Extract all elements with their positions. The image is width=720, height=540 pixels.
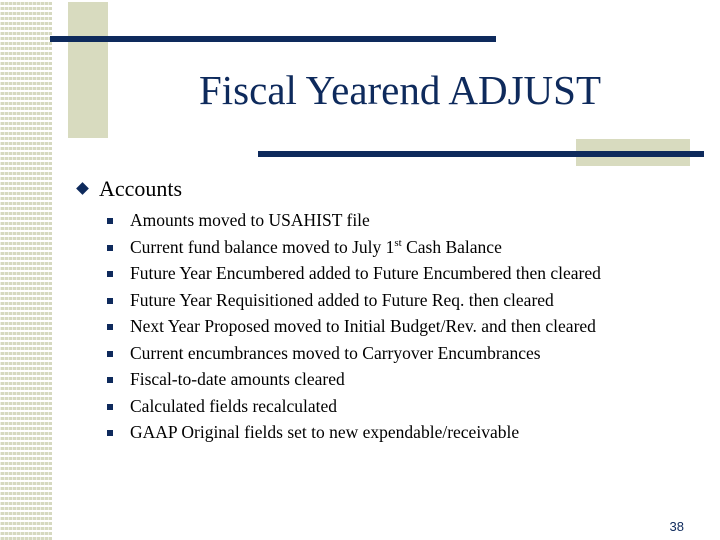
- list-item: [107, 419, 601, 446]
- decorative-tan-block-top: [68, 2, 108, 138]
- decorative-navy-bar-bottom: [258, 151, 704, 157]
- list-item: [107, 366, 601, 393]
- list-item-text: Future Year Requisitioned added to Future Req. then cleared: [130, 289, 554, 310]
- list-item-text: Current fund balance moved to July 1: [130, 236, 395, 257]
- square-bullet-icon: [107, 271, 113, 277]
- list-item-superscript: st: [394, 236, 402, 249]
- list-item-text: Future Year Encumbered added to Future Encumbered then cleared: [130, 263, 601, 283]
- square-bullet-icon: [107, 377, 113, 383]
- slide-title: Fiscal Yearend ADJUST: [198, 67, 602, 113]
- list-item-text: Calculated fields recalculated: [130, 395, 337, 416]
- decorative-navy-bar-top: [50, 36, 496, 42]
- list-item: [107, 393, 601, 420]
- bullet-accounts: [78, 176, 182, 202]
- square-bullet-icon: [107, 404, 113, 410]
- square-bullet-icon: [107, 324, 113, 330]
- list-item: [107, 313, 601, 340]
- square-bullet-icon: [107, 351, 113, 357]
- diamond-bullet-icon: [76, 182, 89, 195]
- list-item: [107, 260, 601, 287]
- decorative-stripes: [0, 0, 52, 540]
- list-item-text: GAAP Original fields set to new expendable/receivable: [130, 422, 520, 442]
- list-item-text: Amounts moved to USAHIST file: [130, 210, 370, 230]
- square-bullet-icon: [107, 430, 113, 436]
- square-bullet-icon: [107, 245, 113, 251]
- list-item: [107, 340, 601, 367]
- list-item-text-post: Cash Balance: [401, 236, 502, 257]
- square-bullet-icon: [107, 298, 113, 304]
- list-item-text: Current encumbrances moved to Carryover Encumbrances: [130, 342, 541, 363]
- square-bullet-icon: [107, 218, 113, 224]
- bullet-accounts-label: Accounts: [99, 176, 183, 201]
- page-number: 38: [669, 519, 684, 534]
- list-item: [107, 207, 601, 234]
- list-item: [107, 234, 601, 261]
- list-item-text: Fiscal-to-date amounts cleared: [130, 369, 345, 389]
- list-item-text: Next Year Proposed moved to Initial Budget/Rev. and then cleared: [130, 316, 596, 336]
- sub-bullet-list: [107, 207, 601, 446]
- list-item: [107, 287, 601, 314]
